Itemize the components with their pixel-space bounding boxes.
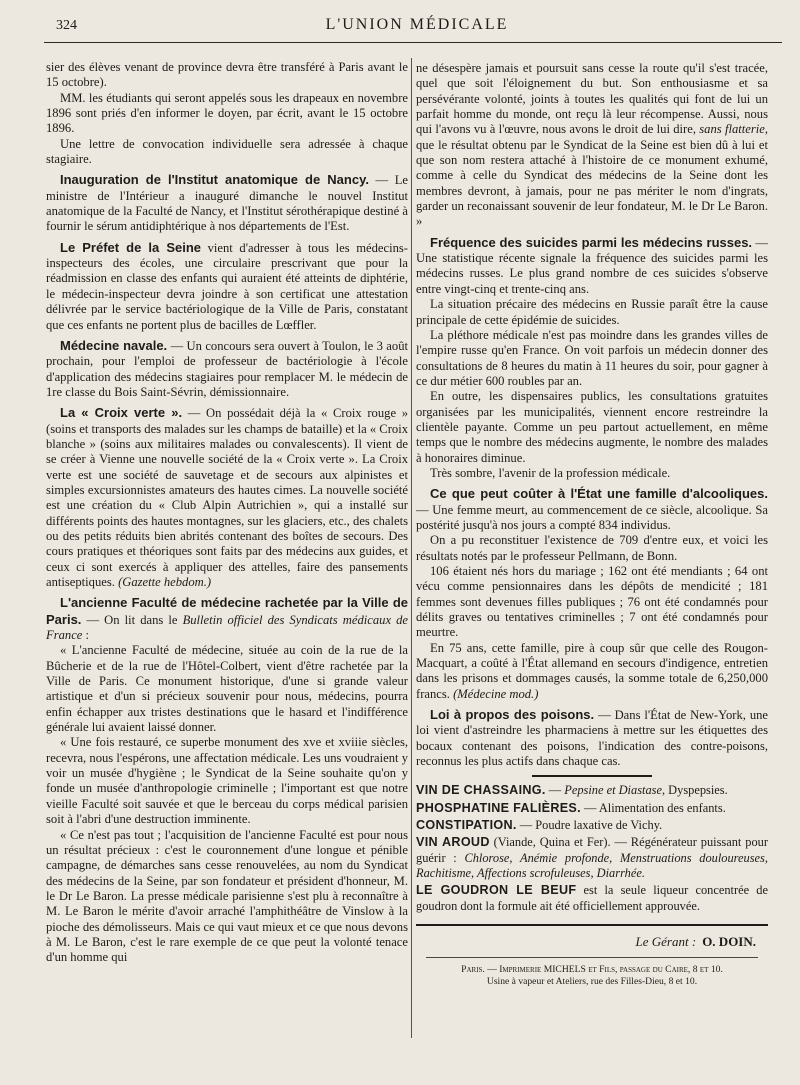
paragraph: sier des élèves venant de province devra être transféré à Paris avant le 15 octobre). (46, 60, 408, 90)
paragraph: MM. les étudiants qui seront appelés sous les drapeaux en novembre 1896 sont priés d'en informer le doyen, par écrit, avant le 15 octobre 1896. (46, 90, 408, 136)
gerant-line (416, 934, 768, 949)
article-text: — Un concours sera ouvert à Toulon, le 3 août prochain, pour l'emploi de professeur de bactériologie à l'école d'application des médecins stagiaires pour remplacer M. le médecin de 1re classe du Bois Saint-Sévrin, démissionnaire. (46, 338, 408, 399)
advertisements (416, 783, 768, 913)
paragraph: 106 étaient nés hors du mariage ; 162 ont été mendiants ; 64 ont vécu comme pensionnaires dans les dépôts de mendicité ; 181 femmes sont devenues filles publiques ; 76 ont été condamnés pour délits graves ou tentatives criminelles ; 7 ont été condamnés pour meurtre. (416, 564, 768, 640)
ad-text: est la seule liqueur concentrée de goudron dont la formule ait été officiellement approuvée. (416, 883, 768, 913)
ad-goudron (416, 883, 768, 914)
article-text: — Une femme meurt, au commencement de ce siècle, alcoolique. Sa postérité jusqu'à nos jours a compté 834 individus. (416, 502, 768, 532)
article-title: Médecine navale. (60, 337, 168, 353)
ad-name: CONSTIPATION. (416, 818, 517, 833)
gerant-label: Le Gérant : (635, 933, 697, 949)
ad-name: PHOSPHATINE FALIÈRES. (416, 800, 581, 815)
ad-vin-chassaing (416, 783, 768, 798)
journal-title: L'UNION MÉDICALE (325, 16, 509, 33)
article-suicides (416, 235, 768, 297)
ad-text: — Alimentation des enfants. (580, 800, 726, 815)
publication-name: Bulletin officiel des Syndicats médicaux de France (46, 612, 409, 643)
article-title: Le Préfet de la Seine (60, 239, 202, 255)
quote-paragraph: « Une fois restauré, ce superbe monument des xve et xviiie siècles, recevra, nous l'espérons, une affectation médicale. Les uns voudraient y voir un musée d'hygiène ; le Syndicat de la Seine souhaite qu'on y fonde un musée d'anthropologie criminelle ; l'important est que notre vieille Faculté soit sauvée et que le berceau du corps médical parisien soit à l'abri d'une destruction imminente. (46, 735, 408, 827)
paragraph (416, 641, 768, 702)
article-medecine-navale (46, 338, 408, 400)
article-prefet (46, 240, 408, 333)
gerant-name: O. DOIN. (702, 933, 756, 949)
article-title: La « Croix verte ». (60, 405, 183, 421)
article-text: vient d'adresser à tous les médecins-inspecteurs des écoles, une circulaire prescrivant que pour la réadmission en classe des enfants qui auraient été atteints de diphtérie, le médecin-inspecteur devra joindre à son certificat une attestation délivrée par le service bactériologique de la Ville de Paris, constatant que ces enfants ne portent plus de bacilles de Lœffler. (46, 240, 408, 332)
paragraph: La pléthore médicale n'est pas moindre dans les grandes villes de l'empire russe qu'en France. On voit parfois un médecin donner des consultations de 8 heures du matin à 11 heures du soir, pour gagner à ce dur métier 600 roubles par an. (416, 327, 768, 388)
imprint (416, 964, 768, 988)
quote-paragraph: « L'ancienne Faculté de médecine, située au coin de la rue de la Bûcherie et de la rue de l'Hôtel-Colbert, vient d'être rachetée par la Ville de Paris. Ce monument historique, d'une si grande valeur artistique et d'un si précieux souvenir pour nous, médecins, pourra enfin échapper aux tristes destinations que le hasard et l'indifférence générale lui avaient laissé donner. (46, 643, 408, 735)
paragraph: La situation précaire des médecins en Russie paraît être la cause principale de cette épidémie de suicides. (416, 297, 768, 327)
ad-italic: Chlorose, Anémie profonde, Menstruations douloureuses, Rachitisme, Affections scrofuleuses, Diarrhée. (416, 850, 768, 880)
article-source: (Gazette hebdom.) (118, 575, 212, 589)
article-ancienne-faculte (46, 595, 408, 643)
article-title: L'ancienne Faculté de médecine rachetée par la Ville de Paris. (46, 595, 408, 627)
quote-paragraph: « Ce n'est pas tout ; l'acquisition de l'ancienne Faculté est pour nous un résultat précieux : c'est le couronnement d'une longue et pénible campagne, de démarches sans cesse renouvelées, au nom du Syndicat des médecins de la Seine, par son fondateur et président d'honneur, M. le Dr Le Baron. La presse médicale parisienne s'est plu à reconnaître à M. Le Baron le mérite d'avoir arraché l'amphithéâtre de Vinslow à la pioche des démolisseurs. Mais ce qui vaut mieux et ce que nous devons à M. Le Baron, c'est le rare exemple de ce que peut la volonté tenace d'un homme qui (46, 827, 408, 965)
text-italic: sans flatterie (699, 122, 765, 137)
page-number: 324 (56, 18, 77, 33)
ad-name: VIN DE CHASSAING. (416, 783, 546, 798)
article-text: — Une statistique récente signale la fréquence des suicides parmi les médecins russes. Le plus grand nombre de ces suicides s'observe entre vingt-cinq et trente-cinq ans. (416, 235, 768, 296)
article-text: — Dans l'État de New-York, une loi vient d'astreindre les pharmaciens à mettre sur les étiquettes des bocaux contenant des poisons, l'indication des contre-poisons, reconnus les plus actifs dans chaque cas. (416, 708, 768, 769)
ad-italic: Pepsine et Diastase (564, 783, 662, 798)
page-header (56, 14, 778, 38)
header-rule (44, 42, 782, 43)
ad-name: LE GOUDRON LE BEUF (416, 883, 577, 898)
article-croix-verte (46, 405, 408, 590)
imprint-line: Paris. — Imprimerie MICHELS et Fils, passage du Caire, 8 et 10. (461, 964, 723, 976)
article-title: Loi à propos des poisons. (430, 707, 595, 723)
left-column (46, 60, 408, 966)
ad-phosphatine (416, 801, 768, 816)
article-title: Fréquence des suicides parmi les médecins russes. (430, 234, 753, 250)
ad-constipation (416, 818, 768, 833)
article-alcooliques (416, 486, 768, 533)
paragraph: En outre, les dispensaires publics, les consultations gratuites organisées par les municipalités, viennent encore restreindre la clientèle payante. Comme un peu partout actuellement, en même temps que le nombre des médecins augmente, le nombre des malades à honoraires diminue. (416, 389, 768, 465)
right-column (416, 61, 768, 988)
ad-text: — Poudre laxative de Vichy. (516, 818, 663, 833)
imprint-line: Usine à vapeur et Ateliers, rue des Filles-Dieu, 8 et 10. (486, 976, 698, 988)
paragraph: Une lettre de convocation individuelle sera adressée à chaque stagiaire. (46, 136, 408, 167)
paragraph: On a pu reconstituer l'existence de 709 d'entre eux, et voici les résultats notés par le professeur Pellmann, de Bonn. (416, 533, 768, 563)
footer-rule (416, 924, 768, 926)
article-text: — On possédait déjà la « Croix rouge » (soins et transports des malades sur les champs de bataille) et la « Croix blanche » (soins aux militaires malades ou convalescents). Il vient de se créer à Vienne une nouvelle société de la « Croix verte ». La Croix verte est une société de sauvetage et de secours aux alpinistes et simples excursionnistes amateurs des hautes cimes. La nouvelle société est une création du « Club Alpin Autrichien », qui a installé sur différents points des hautes montagnes, sur les glaciers, etc., des chalets ou des petits réduits bien abrités contenant des boîtes de secours. Des cours pratiques et théoriques sont faits par des médecins aux guides, et ceux ci sont exercés à appliquer des attelles, faire des pansements antiseptiques. (46, 406, 408, 589)
ad-text: (Viande, Quina et Fer). — Régénérateur puissant pour guérir : (416, 835, 768, 865)
paragraph (416, 61, 768, 230)
article-title: Ce que peut coûter à l'État une famille d'alcooliques. (430, 486, 768, 502)
article-nancy (46, 172, 408, 234)
ad-vin-aroud (416, 835, 768, 881)
column-divider (411, 58, 412, 1038)
article-text: — Le ministre de l'Intérieur a inauguré dimanche le nouvel Institut anatomique de la Faculté de Nancy, et l'Institut sérothérapique destiné à fournir le sérum antidiphtérique à nos départements de l'Est. (46, 173, 408, 234)
article-text: : (82, 628, 90, 643)
article-source: (Médecine mod.) (453, 686, 539, 701)
imprint-rule (426, 957, 758, 958)
text-run: En 75 ans, cette famille, pire à coup sûr que celle des Rougon-Macquart, a coûté à l'État allemand en secours d'indigence, entretien dans les prisons et dommages causés, la somme totale de 6,250,000 francs. (416, 640, 768, 701)
article-text: — On lit dans le (81, 612, 183, 627)
article-poisons (416, 707, 768, 769)
article-title: Inauguration de l'Institut anatomique de Nancy. (60, 172, 369, 188)
ad-text: , Dyspepsies. (661, 783, 728, 798)
paragraph: Très sombre, l'avenir de la profession médicale. (430, 465, 671, 480)
section-separator (532, 775, 652, 777)
text-run: , que le résultat obtenu par le Syndicat de la Seine est bien dû à lui et que son nom restera attaché à l'histoire de ce monument exhumé, comme à celle du Syndicat des médecins de la Seine dont les membres devront, à jamais, pour ne pas mériter le nom d'ingrats, garder un reconaissant souvenir de leur fondateur, M. le Dr Le Baron. » (416, 122, 768, 229)
ad-text: — (545, 783, 565, 798)
ad-name: VIN AROUD (416, 835, 490, 850)
text-run: ne désespère jamais et poursuit sans cesse la route qu'il s'est tracée, quel que soit l'éloignement du but. Son enthousiasme et sa persévérante volonté, joints à toutes les qualités qui font de lui un parfait homme du monde, ont reçu là leur récompense. Aussi, nous qui l'avons vu à l'œuvre, nous avons le droit de lui dire, (416, 61, 768, 137)
